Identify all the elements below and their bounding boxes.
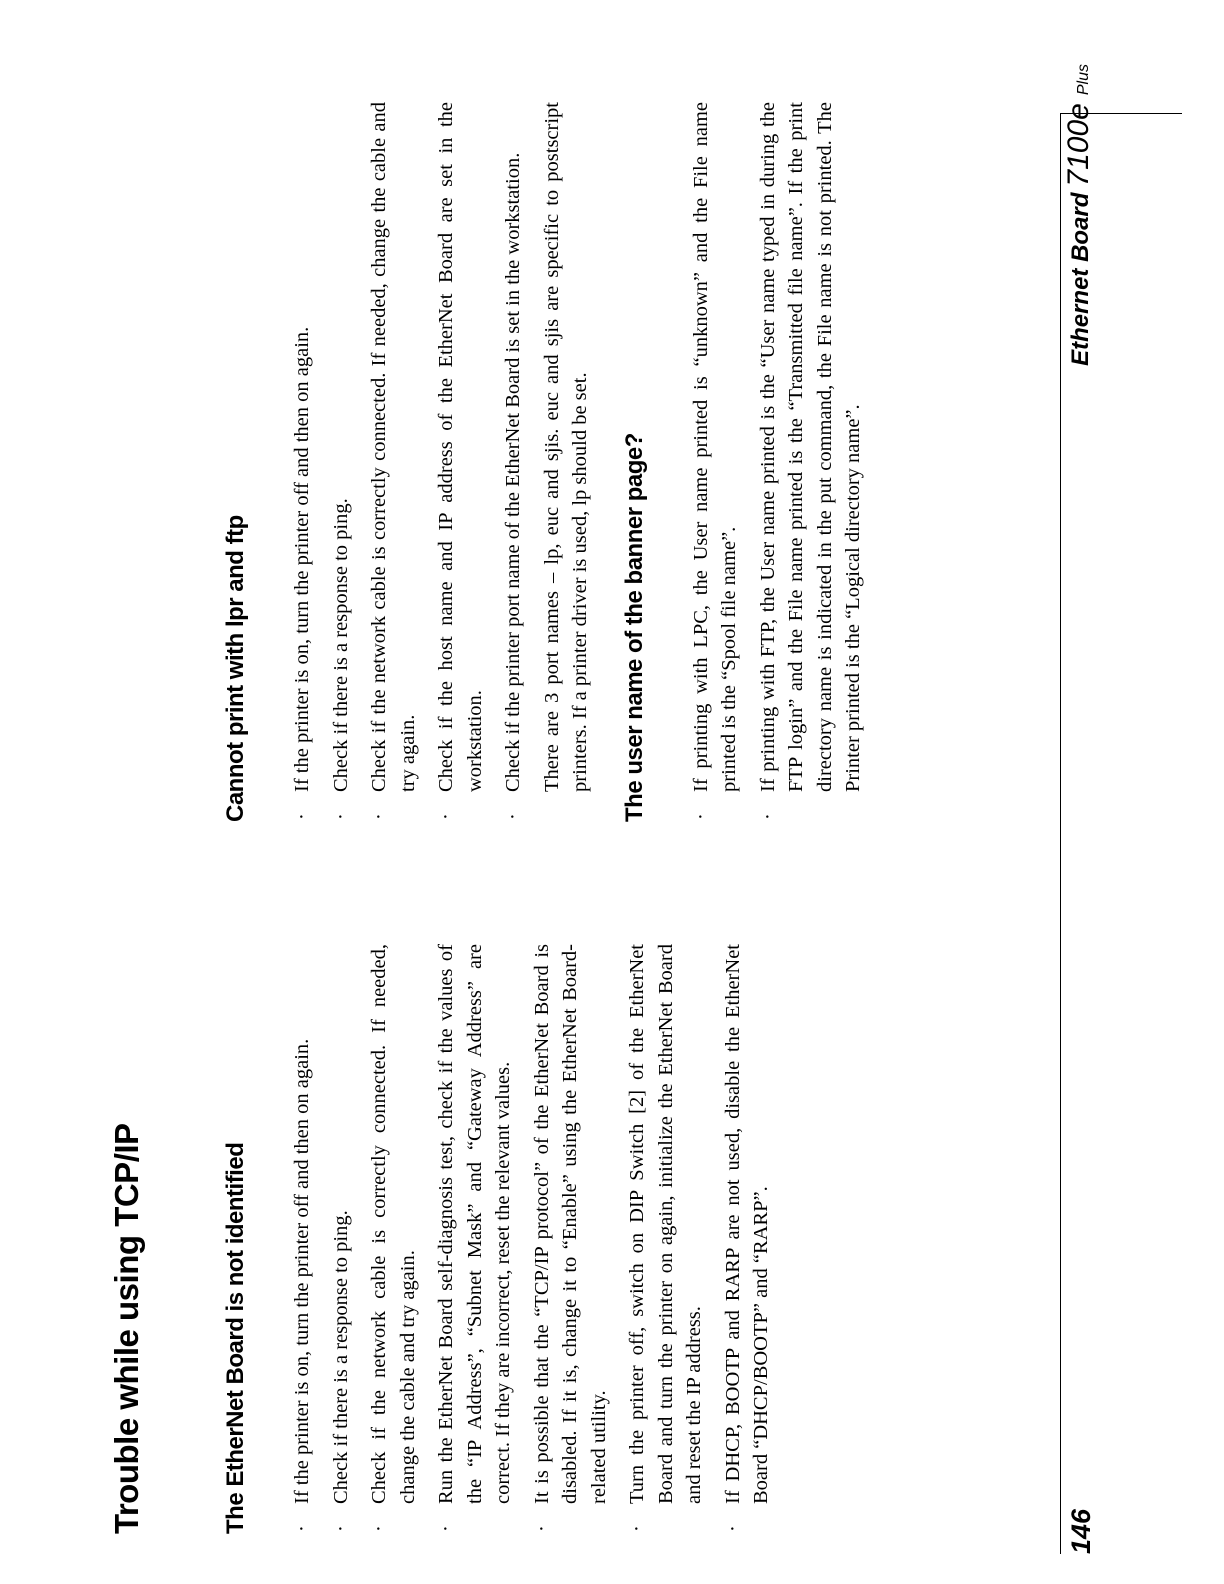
bullet-icon: · (368, 813, 390, 820)
list-item: · If the printer is on, turn the printer off and then on again. (288, 944, 317, 1534)
footer-rule (1060, 114, 1061, 1554)
troubleshoot-list (687, 102, 868, 822)
section-heading-banner-page: The user name of the banner page? (620, 433, 648, 822)
list-item: · If printing with LPC, the User name printed is “unknown” and the File name printed is the “Spool file name”. (687, 102, 744, 822)
bullet-icon: · (435, 813, 457, 820)
bullet-icon: · (329, 1525, 352, 1532)
footer-model: 7100e (1062, 103, 1095, 187)
list-item: · It is possible that the “TCP/IP protocol” of the EtherNet Board is disabled. If it is, change it to “Enable” using the EtherNet Board-related utility. (528, 944, 614, 1534)
bullet-icon: · (329, 813, 352, 820)
list-item: · If printing with FTP, the User name printed is the “User name typed in during the FTP login” and the File name printed is the “Transmitted file name”. If the print directory name is indicated in the put command, the File name is not printed. The Printer printed is the “Logical directory name”. (754, 102, 868, 822)
bullet-icon: · (291, 1525, 313, 1532)
footer-suffix: Plus (1075, 64, 1092, 96)
list-item: · Check if the host name and IP address of the EtherNet Board are set in the workstation. (432, 102, 489, 822)
bullet-icon: · (435, 1525, 457, 1532)
list-item: · Check if there is a response to ping. (327, 102, 356, 822)
bullet-icon: · (502, 813, 524, 820)
troubleshoot-list (288, 944, 776, 1534)
bullet-icon: · (756, 813, 779, 820)
footer-product-name (1062, 64, 1096, 366)
bullet-icon: · (626, 1525, 648, 1532)
section-heading-cannot-print: Cannot print with lpr and ftp (222, 515, 249, 822)
page-title: Trouble while using TCP/IP (108, 1123, 145, 1534)
bullet-icon: · (689, 813, 712, 820)
list-item: · Turn the printer off, switch on DIP Switch [2] of the EtherNet Board and turn the printer on again, initialize the EtherNet Board and reset the IP address. (623, 944, 709, 1534)
list-item: · Check if the network cable is correctly connected. If needed, change the cable and try again. (365, 102, 422, 822)
list-item: · Run the EtherNet Board self-diagnosis test, check if the values of the “IP Address”, “Subnet Mask” and “Gateway Address” are correct. If they are incorrect, reset the relevant values. (432, 944, 518, 1534)
section-heading-not-identified: The EtherNet Board is not identified (222, 1142, 249, 1534)
list-item: · Check if the network cable is correctly connected. If needed, change the cable and try again. (365, 944, 422, 1534)
list-item: · Check if the printer port name of the EtherNet Board is set in the workstation. (499, 102, 528, 822)
bullet-icon: · (530, 1525, 553, 1532)
page-number: 146 (1066, 1508, 1096, 1554)
troubleshoot-list (288, 102, 528, 822)
left-column (222, 944, 786, 1534)
port-names-note: There are 3 port names – lp, euc and sjis. euc and sjis are specific to postscript printers. If a printer driver is used, lp should be set. (540, 102, 591, 792)
bullet-icon: · (721, 1525, 744, 1532)
bullet-icon: · (368, 1525, 390, 1532)
right-column (222, 102, 878, 822)
footer-brand: Ethernet Board (1067, 192, 1094, 366)
bullet-icon: · (291, 813, 313, 820)
list-item: · If DHCP, BOOTP and RARP are not used, disable the EtherNet Board “DHCP/BOOTP” and “RARP”. (719, 944, 776, 1534)
list-item: · If the printer is on, turn the printer off and then on again. (288, 102, 317, 822)
list-item: · Check if there is a response to ping. (327, 944, 356, 1534)
